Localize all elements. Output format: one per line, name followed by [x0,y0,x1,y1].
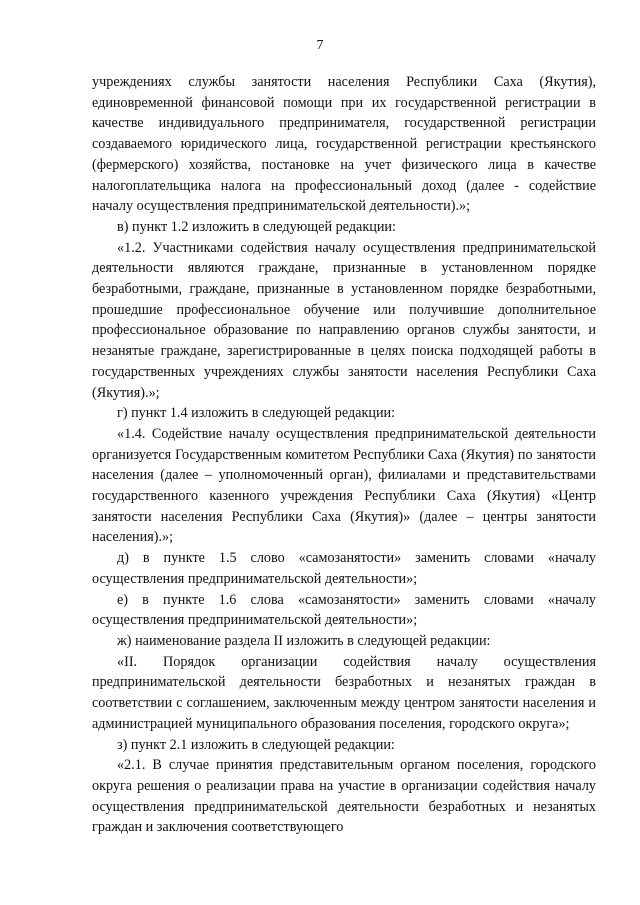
paragraph: «1.4. Содействие началу осуществления предпринимательской деятельности организуется Государственным комитетом Республики Саха (Якутия) по занятости населения (далее – уполномоченный орган), филиалами и представительствами государственного казенного учреждения Республики Саха (Якутия) «Центр занятости населения Республики Саха (Якутия)» (далее – центры занятости населения).»; [92,425,596,546]
paragraph: з) пункт 2.1 изложить в следующей редакции: [117,736,395,753]
page-number: 7 [316,38,324,53]
paragraph: д) в пункте 1.5 слово «самозанятости» заменить словами «началу осуществления предпринимательской деятельности»; [92,550,596,587]
document-body [92,72,596,838]
paragraph: «1.2. Участниками содействия началу осуществления предпринимательской деятельности являются граждане, признанные в установленном порядке безработными, граждане, признанные в установленном порядке безработными, прошедшие профессиональное обучение или получившие дополнительное профессиональное образование по направлению органов службы занятости, и незанятые граждане, зарегистрированные в целях поиска подходящей работы в государственных учреждениях службы занятости населения Республики Саха (Якутия).»; [92,239,596,401]
paragraph: е) в пункте 1.6 слова «самозанятости» заменить словами «началу осуществления предпринимательской деятельности»; [92,591,596,629]
paragraph: г) пункт 1.4 изложить в следующей редакции: [117,405,396,422]
paragraph: в) пункт 1.2 изложить в следующей редакции: [117,218,396,235]
paragraph: «II. Порядок организации содействия началу осуществления предпринимательской деятельности безработных и незанятых граждан в соответствии с соглашением, заключенным между центром занятости населения и администрацией муниципального образования поселения, городского округа»; [92,653,596,732]
paragraph: учреждениях службы занятости населения Республики Саха (Якутия), единовременной финансовой помощи при их государственной регистрации в качестве индивидуального предпринимателя, государственной регистрации создаваемого юридического лица, государственной регистрации крестьянского (фермерского) хозяйства, постановке на учет физического лица в качестве налогоплательщика налога на профессиональный доход (далее - содействие началу осуществления предпринимательской деятельности).»; [92,74,596,215]
paragraph: ж) наименование раздела II изложить в следующей редакции: [117,632,491,649]
paragraph: «2.1. В случае принятия представительным органом поселения, городского округа решения о реализации права на участие в организации содействия началу осуществления предпринимательской деятельности безработных и незанятых граждан и заключения соответствующего [92,757,596,836]
